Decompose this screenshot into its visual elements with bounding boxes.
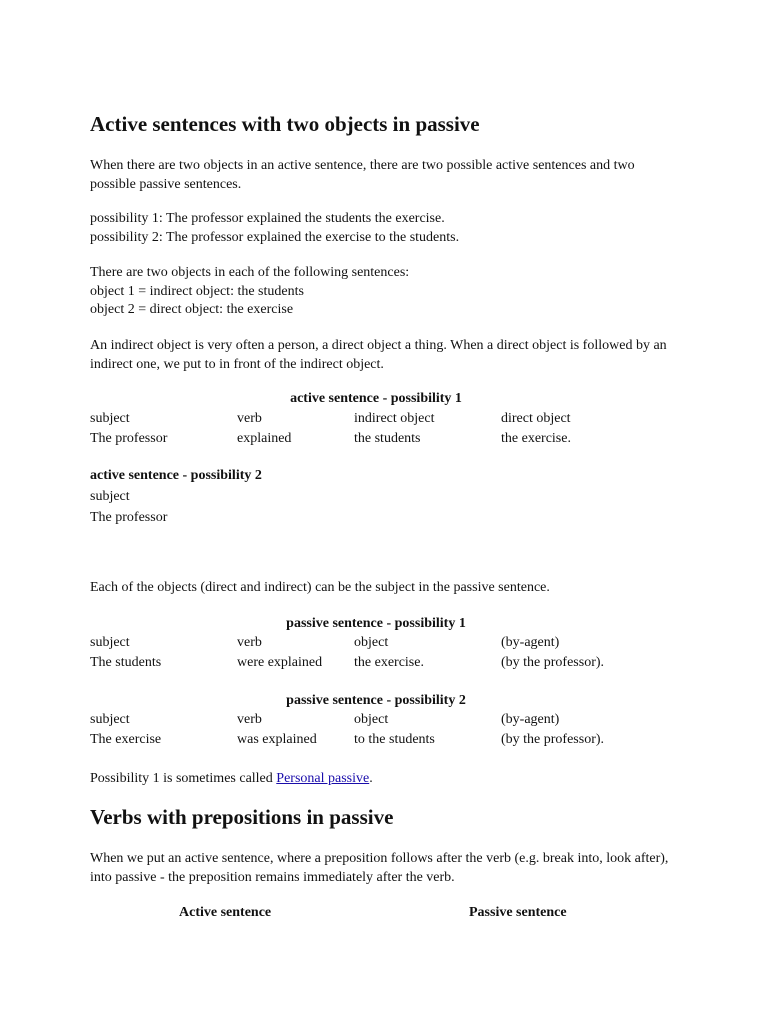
table-cell: (by-agent) — [501, 712, 560, 727]
table-cell: was explained — [237, 732, 317, 747]
table-cell: object — [354, 635, 389, 650]
table-cell: The students — [90, 655, 162, 670]
table-cell: the exercise. — [354, 655, 424, 670]
possibility-2-line: possibility 2: The professor explained the exercise to the students. — [90, 230, 460, 245]
active-2-data: The professor — [90, 510, 168, 525]
section-heading-prepositions: Verbs with prepositions in passive — [90, 805, 394, 829]
indirect-object-note: An indirect object is very often a person, a direct object a thing. When a direct object is followed by an indirect one, we put to in front of the indirect object. — [90, 338, 667, 372]
table-cell: verb — [237, 411, 262, 426]
table-cell: verb — [237, 635, 262, 650]
table-cell: verb — [237, 712, 262, 727]
table-cell: the students — [354, 431, 421, 446]
objects-intro-line: There are two objects in each of the following sentences: — [90, 265, 410, 280]
table-cell: subject — [90, 411, 130, 426]
table-cell: (by the professor). — [501, 732, 605, 747]
personal-passive-suffix: . — [369, 771, 373, 786]
passive-2-data-row — [90, 732, 690, 752]
active-1-caption: active sentence - possibility 1 — [290, 391, 462, 406]
table-cell: subject — [90, 635, 130, 650]
active-2-header: subject — [90, 489, 130, 504]
passive-2-caption: passive sentence - possibility 2 — [286, 693, 466, 708]
object-1-line: object 1 = indirect object: the students — [90, 284, 304, 299]
table-cell: subject — [90, 712, 130, 727]
active-sentence-column-header: Active sentence — [179, 905, 272, 920]
table-cell: were explained — [237, 655, 323, 670]
table-cell: object — [354, 712, 389, 727]
passive-2-header-row — [90, 712, 690, 732]
section-heading-two-objects: Active sentences with two objects in passive — [90, 112, 480, 136]
table-cell: (by the professor). — [501, 655, 605, 670]
objects-subject-note: Each of the objects (direct and indirect) can be the subject in the passive sentence. — [90, 580, 550, 595]
object-2-line: object 2 = direct object: the exercise — [90, 302, 294, 317]
table-cell: direct object — [501, 411, 571, 426]
active-1-data-row — [90, 431, 690, 451]
table-cell: The exercise — [90, 732, 162, 747]
passive-1-caption: passive sentence - possibility 1 — [286, 616, 466, 631]
possibility-1-line: possibility 1: The professor explained the students the exercise. — [90, 211, 445, 226]
active-1-header-row — [90, 411, 690, 431]
table-cell: indirect object — [354, 411, 435, 426]
table-cell: the exercise. — [501, 431, 571, 446]
personal-passive-link[interactable]: Personal passive — [276, 771, 370, 786]
passive-1-data-row — [90, 655, 690, 675]
passive-1-header-row — [90, 635, 690, 655]
table-cell: to the students — [354, 732, 435, 747]
table-cell: The professor — [90, 431, 168, 446]
table-cell: explained — [237, 431, 292, 446]
passive-sentence-column-header: Passive sentence — [469, 905, 567, 920]
table-cell: (by-agent) — [501, 635, 560, 650]
personal-passive-prefix: Possibility 1 is sometimes called — [90, 771, 277, 786]
intro-paragraph: When there are two objects in an active sentence, there are two possible active sentences and two possible passive sentences. — [90, 158, 635, 192]
active-2-caption: active sentence - possibility 2 — [90, 468, 262, 483]
prepositions-intro: When we put an active sentence, where a preposition follows after the verb (e.g. break into, look after), into passive - the preposition remains immediately after the verb. — [90, 851, 669, 885]
personal-passive-line — [90, 769, 373, 788]
